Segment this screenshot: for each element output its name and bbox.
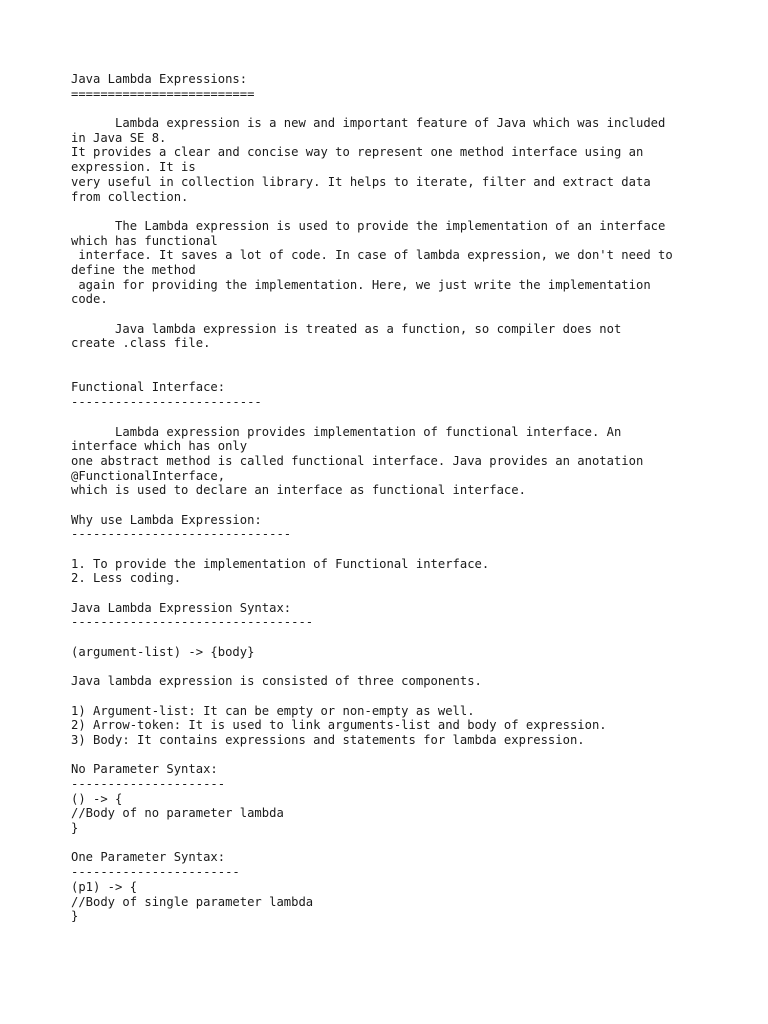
document-line: =========================	[71, 86, 255, 101]
document-line	[71, 410, 761, 425]
document-line: which is used to declare an interface as functional interface.	[71, 483, 526, 498]
document-line	[71, 101, 761, 116]
document-line: (p1) -> {	[71, 879, 138, 894]
document-line: interface. It saves a lot of code. In case of lambda expression, we don't need to	[71, 248, 673, 263]
document-line: 2. Less coding.	[71, 571, 182, 586]
document-line: ---------------------------------	[71, 615, 314, 630]
document-line: (argument-list) -> {body}	[71, 644, 255, 659]
document-line: which has functional	[71, 233, 218, 248]
document-line: create .class file.	[71, 336, 211, 351]
document-line: }	[71, 821, 79, 836]
document-line: Java lambda expression is treated as a function, so compiler does not	[71, 321, 622, 336]
document-line: 1. To provide the implementation of Functional interface.	[71, 556, 490, 571]
document-line	[71, 836, 761, 851]
document-text	[71, 72, 761, 924]
document-line: }	[71, 909, 79, 924]
document-line: Why use Lambda Expression:	[71, 512, 262, 527]
document-line: Functional Interface:	[71, 380, 226, 395]
document-line	[71, 630, 761, 645]
document-line: One Parameter Syntax:	[71, 850, 226, 865]
document-line	[71, 542, 761, 557]
document-line	[71, 498, 761, 513]
document-line: ------------------------------	[71, 527, 292, 542]
document-line	[71, 586, 761, 601]
document-line: Java Lambda Expression Syntax:	[71, 600, 292, 615]
document-line: Java lambda expression is consisted of three components.	[71, 674, 482, 689]
document-line: 3) Body: It contains expressions and statements for lambda expression.	[71, 732, 585, 747]
document-line: again for providing the implementation. Here, we just write the implementation	[71, 277, 651, 292]
document-line: from collection.	[71, 189, 189, 204]
document-line: Lambda expression is a new and important feature of Java which was included	[71, 116, 666, 131]
document-line	[71, 204, 761, 219]
document-line: No Parameter Syntax:	[71, 762, 218, 777]
document-line: -----------------------	[71, 865, 240, 880]
document-line	[71, 307, 761, 322]
document-line	[71, 351, 761, 366]
document-line: The Lambda expression is used to provide the implementation of an interface	[71, 218, 666, 233]
document-line: () -> {	[71, 791, 123, 806]
document-line	[71, 748, 761, 763]
document-line: interface which has only	[71, 439, 248, 454]
document-line: one abstract method is called functional interface. Java provides an anotation	[71, 453, 644, 468]
document-line	[71, 660, 761, 675]
document-line	[71, 689, 761, 704]
document-line: Java Lambda Expressions:	[71, 72, 248, 86]
document-line: in Java SE 8.	[71, 130, 167, 145]
document-line: //Body of no parameter lambda	[71, 806, 284, 821]
document-line: expression. It is	[71, 160, 196, 175]
document-line: 2) Arrow-token: It is used to link arguments-list and body of expression.	[71, 718, 607, 733]
document-line: //Body of single parameter lambda	[71, 894, 314, 909]
document-line: ---------------------	[71, 777, 226, 791]
document-line: define the method	[71, 262, 196, 277]
document-line: It provides a clear and concise way to represent one method interface using an	[71, 145, 644, 160]
document-line: Lambda expression provides implementation of functional interface. An	[71, 424, 622, 439]
document-line: very useful in collection library. It helps to iterate, filter and extract data	[71, 174, 651, 189]
document-line: @FunctionalInterface,	[71, 468, 226, 483]
document-line: --------------------------	[71, 395, 262, 410]
document-line: code.	[71, 292, 108, 307]
document-line: 1) Argument-list: It can be empty or non-empty as well.	[71, 703, 475, 718]
document-line	[71, 366, 761, 381]
